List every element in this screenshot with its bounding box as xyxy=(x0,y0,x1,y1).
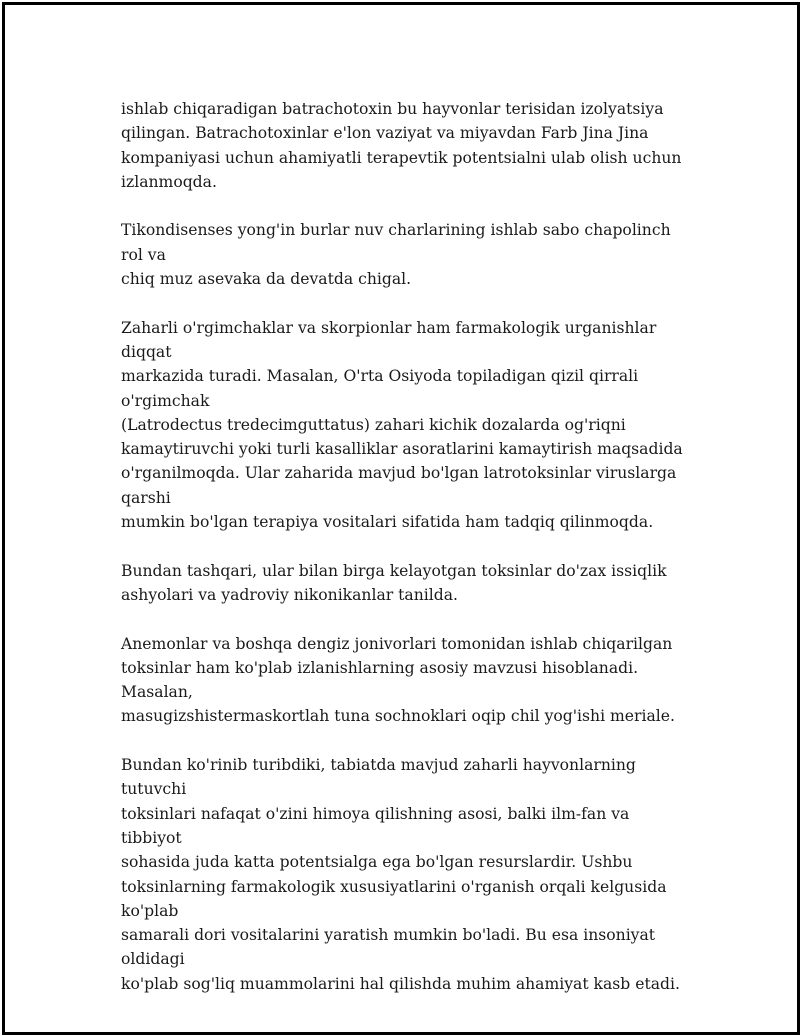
page-frame xyxy=(2,2,800,1035)
paragraph-3: Zaharli o'rgimchaklar va skorpionlar ham farmakologik urganishlar diqqat markazida turadi. Masalan, O'rta Osiyoda topiladigan qizil qirrali o'rgimchak (Latrodectus tredecimguttatus) zahari kichik dozalarda og'riqni kamaytiruvchi yoki turli kasalliklar asoratlarini kamaytirish maqsadida o'rganilmoqda. Ular zaharida mavjud bo'lgan latrotoksinlar viruslarga qarshi mumkin bo'lgan terapiya vositalari sifatida ham tadqiq qilinmoqda. xyxy=(121,318,683,532)
paragraph-4: Bundan tashqari, ular bilan birga kelayotgan toksinlar do'zax issiqlik ashyolari va yadroviy nikonikanlar tanilda. xyxy=(121,561,667,604)
document-body xyxy=(121,97,691,1020)
paragraph-2: Tikondisenses yong'in burlar nuv charlarining ishlab sabo chapolinch rol va chiq muz asevaka da devatda chigal. xyxy=(121,221,671,289)
paragraph-5: Anemonlar va boshqa dengiz jonivorlari tomonidan ishlab chiqarilgan toksinlar ham ko'plab izlanishlarning asosiy mavzusi hisoblanadi. Masalan, masugizshistermaskortlah tuna sochnoklari oqip chil yog'ishi meriale. xyxy=(121,634,675,726)
paragraph-6: Bundan ko'rinib turibdiki, tabiatda mavjud zaharli hayvonlarning tutuvchi toksinlari nafaqat o'zini himoya qilishning asosi, balki ilm-fan va tibbiyot sohasida juda katta potentsialga ega bo'lgan resurslardir. Ushbu toksinlarning farmakologik xususiyatlarini o'rganish orqali kelgusida ko'plab samarali dori vositalarini yaratish mumkin bo'ladi. Bu esa insoniyat oldidagi ko'plab sog'liq muammolarini hal qilishda muhim ahamiyat kasb etadi. xyxy=(121,756,680,993)
paragraph-1: ishlab chiqaradigan batrachotoxin bu hayvonlar terisidan izolyatsiya qilingan. Batrachotoxinlar e'lon vaziyat va miyavdan Farb Jina Jina kompaniyasi uchun ahamiyatli terapevtik potentsialni ulab olish uchun izlanmoqda. xyxy=(121,100,682,191)
